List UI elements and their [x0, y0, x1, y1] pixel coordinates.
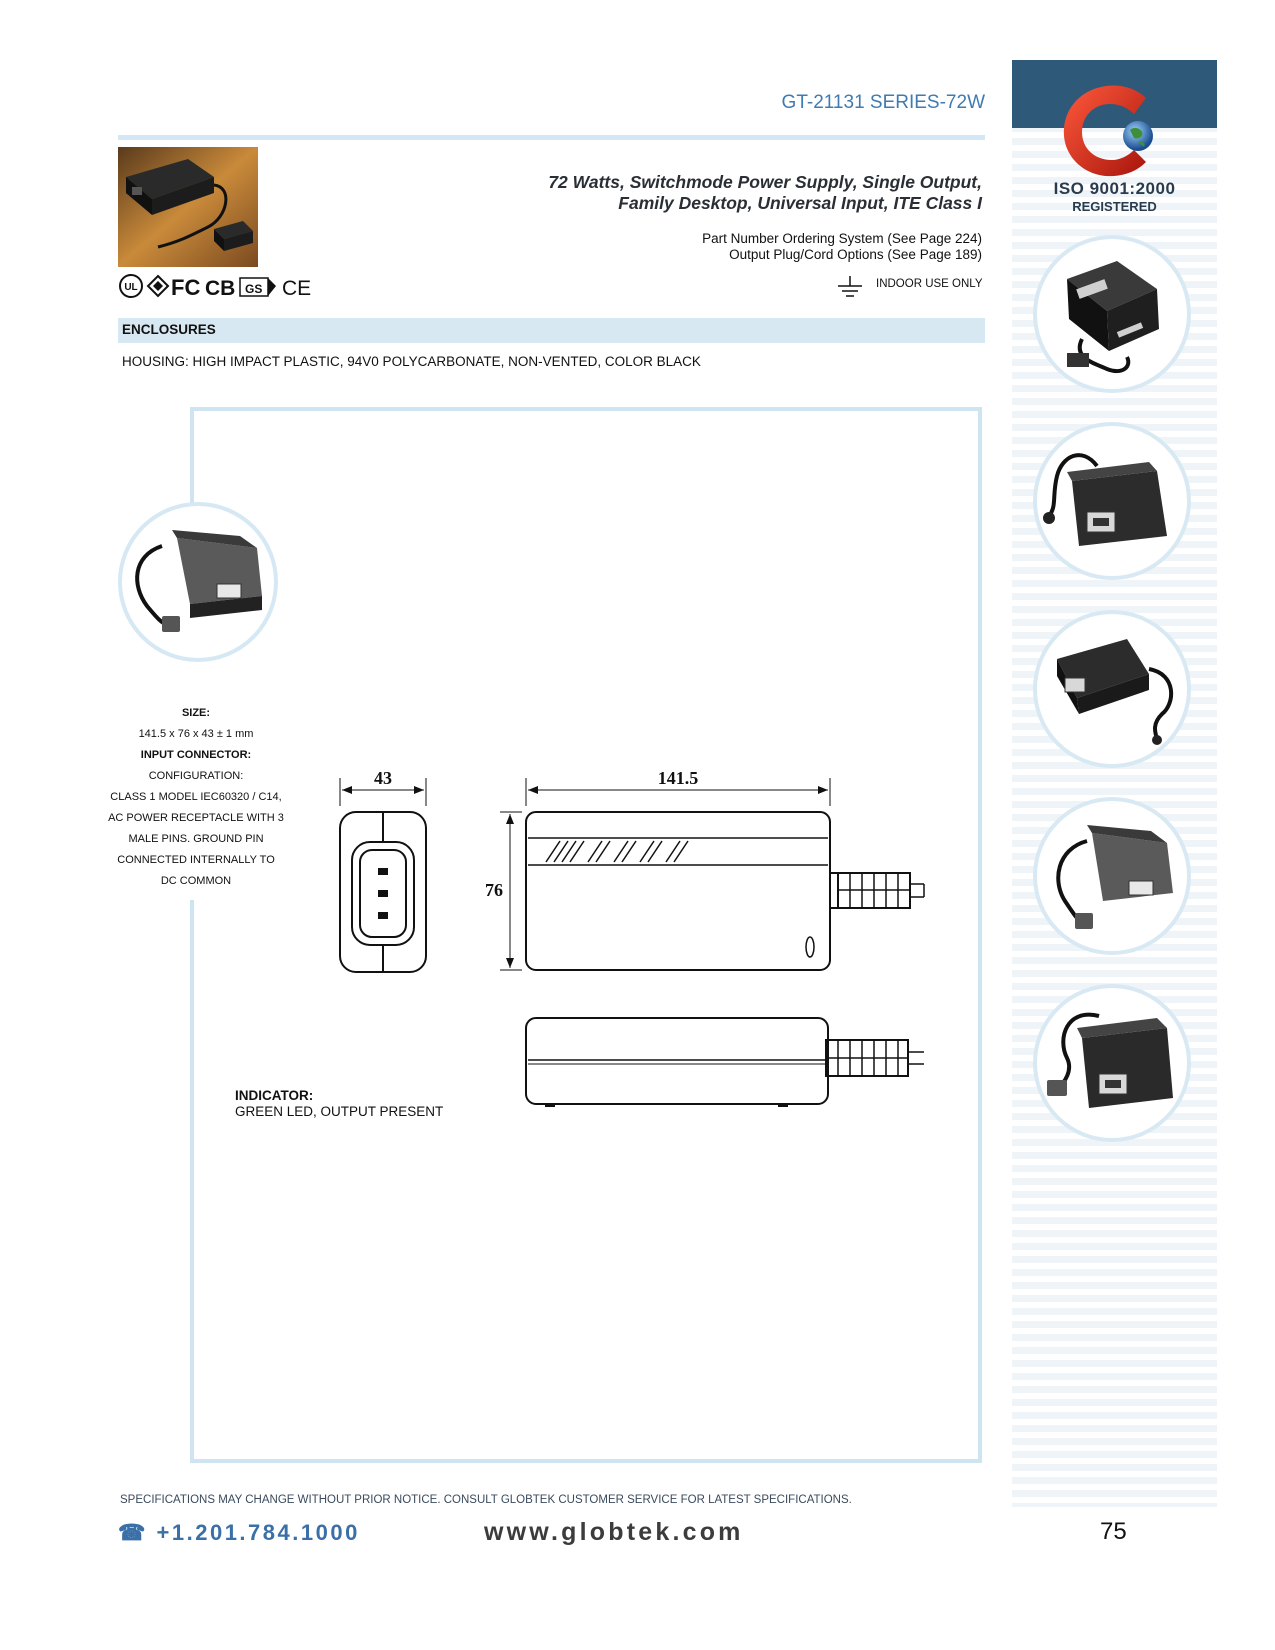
power-supply-thumb-5	[1033, 984, 1191, 1142]
input-connector-label: INPUT CONNECTOR:	[140, 749, 252, 761]
fcc-logo: FC	[171, 275, 201, 300]
height-dimension: 76	[485, 880, 503, 900]
plug-reference: Output Plug/Cord Options (See Page 189)	[729, 247, 982, 262]
svg-text:GS: GS	[245, 282, 263, 296]
configuration-line: DC COMMON	[160, 875, 232, 887]
gs-logo-icon	[240, 278, 276, 296]
ul-logo-text: UL	[124, 282, 138, 293]
indicator-label: INDICATOR:	[235, 1088, 314, 1103]
dimension-drawing	[330, 770, 960, 1130]
frame-right	[978, 407, 982, 1463]
configuration-label: CONFIGURATION:	[148, 770, 244, 782]
ul-logo-icon	[120, 275, 142, 297]
power-supply-thumb-2	[1033, 422, 1191, 580]
width-dimension: 43	[374, 770, 392, 788]
ground-symbol-icon	[836, 274, 864, 300]
frame-bottom	[190, 1459, 982, 1463]
globtek-logo-icon	[1058, 84, 1170, 180]
certification-logos	[118, 272, 338, 302]
power-supply-thumb-3	[1033, 610, 1191, 768]
phone-number	[118, 1520, 360, 1546]
configuration-line: MALE PINS. GROUND PIN	[128, 833, 264, 845]
subtitle-line-1: 72 Watts, Switchmode Power Supply, Single Output,	[548, 172, 982, 192]
frame-left-lower	[190, 900, 194, 1463]
size-value: 141.5 x 76 x 43 ± 1 mm	[138, 728, 254, 740]
enclosures-band	[118, 318, 985, 343]
spec-list	[96, 703, 296, 892]
length-dimension: 141.5	[657, 770, 699, 788]
enclosure-photo	[118, 502, 278, 662]
power-supply-thumb-4	[1033, 797, 1191, 955]
diamond-mark-icon	[148, 276, 168, 296]
iso-certification: ISO 9001:2000	[1053, 179, 1176, 198]
frame-top	[190, 407, 982, 411]
specifications-disclaimer: SPECIFICATIONS MAY CHANGE WITHOUT PRIOR NOTICE. CONSULT GLOBTEK CUSTOMER SERVICE FOR LATEST SPECIFICATIONS.	[120, 1494, 852, 1506]
frame-left-upper	[190, 407, 194, 503]
ordering-reference: Part Number Ordering System (See Page 224)	[702, 231, 982, 246]
page-number: 75	[1100, 1518, 1127, 1545]
product-subtitle	[470, 172, 982, 214]
ce-logo: CE	[282, 277, 312, 300]
series-title: GT-21131 SERIES-72W	[781, 92, 985, 113]
iso-registered: REGISTERED	[1072, 199, 1157, 214]
cb-logo: CB	[205, 277, 236, 300]
product-photo	[118, 147, 258, 267]
indoor-use-label: INDOOR USE ONLY	[876, 278, 983, 290]
enclosures-heading: ENCLOSURES	[122, 322, 216, 337]
indicator-value: GREEN LED, OUTPUT PRESENT	[235, 1104, 444, 1119]
housing-description: HOUSING: HIGH IMPACT PLASTIC, 94V0 POLYCARBONATE, NON-VENTED, COLOR BLACK	[122, 354, 701, 369]
configuration-line: CLASS 1 MODEL IEC60320 / C14,	[110, 791, 282, 803]
page-references	[560, 231, 982, 263]
phone-number-text: +1.201.784.1000	[156, 1520, 360, 1545]
subtitle-line-2: Family Desktop, Universal Input, ITE Class I	[618, 193, 982, 213]
phone-icon: ☎	[118, 1520, 148, 1545]
size-label: SIZE:	[181, 707, 211, 719]
website-url[interactable]: www.globtek.com	[484, 1518, 744, 1546]
power-supply-thumb-1	[1033, 235, 1191, 393]
header-rule	[118, 135, 985, 140]
configuration-line: CONNECTED INTERNALLY TO	[117, 854, 275, 866]
configuration-line: AC POWER RECEPTACLE WITH 3	[108, 812, 284, 824]
